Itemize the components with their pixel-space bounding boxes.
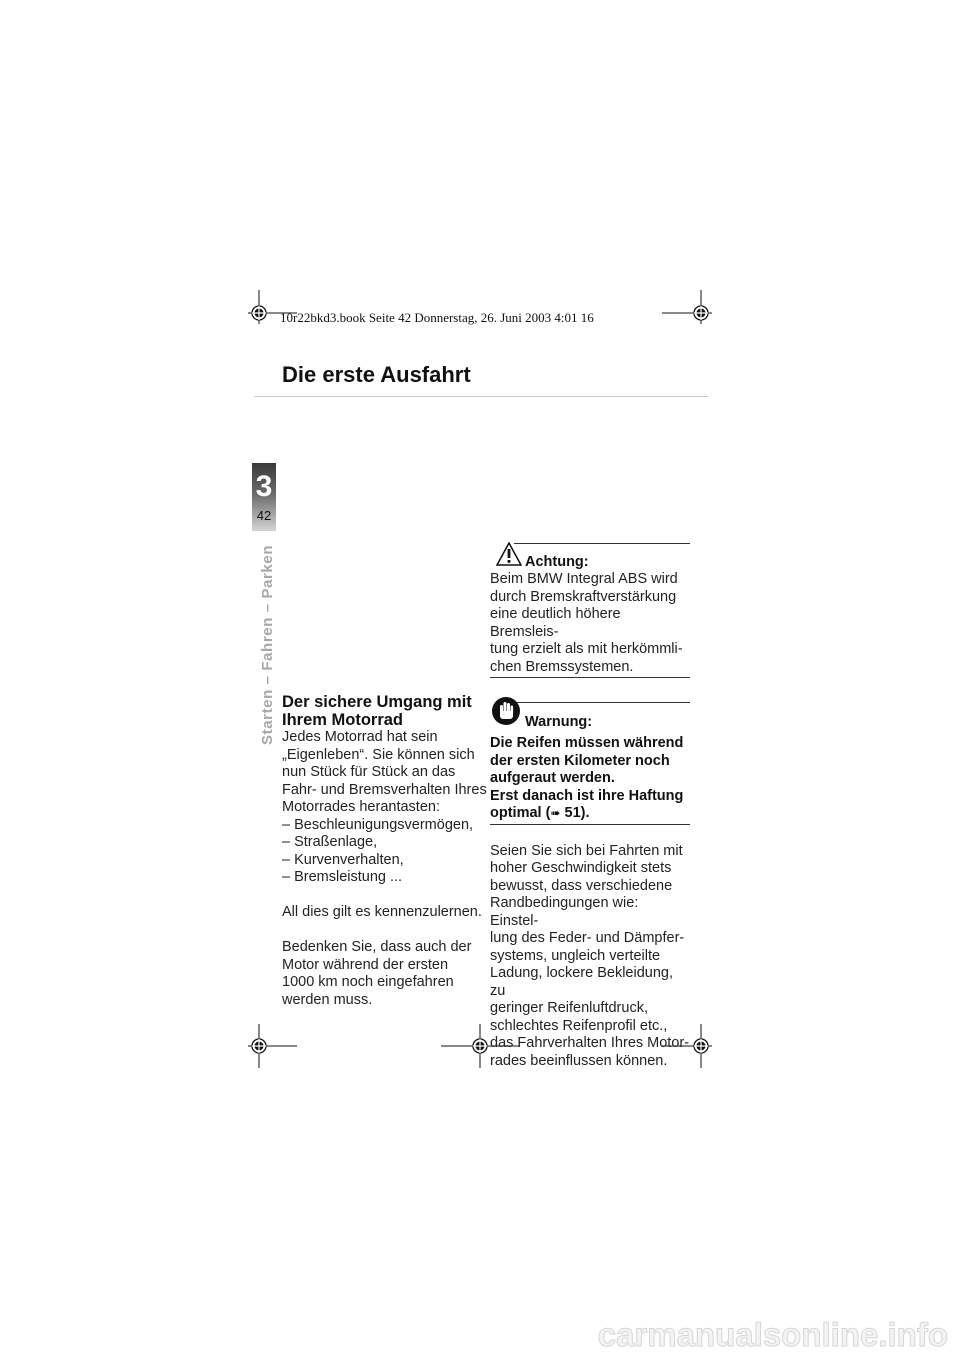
book-info-line: 10r22bkd3.book Seite 42 Donnerstag, 26. Juni 2003 4:01 16 (280, 310, 594, 325)
attention-line: eine deutlich höhere Bremsleis- (490, 606, 621, 640)
warning-bottom-rule (490, 824, 690, 825)
feature-list (282, 817, 487, 887)
chapter-number: 3 (255, 470, 273, 503)
list-item: – Kurvenverhalten, (282, 851, 404, 868)
list-item: – Beschleunigungsvermögen, (282, 816, 474, 833)
watermark (540, 1313, 952, 1355)
paragraph-line: hoher Geschwindigkeit stets (490, 860, 672, 876)
warning-triangle-icon (496, 542, 522, 566)
paragraph-line: das Fahrverhalten Ihres Motor- (490, 1035, 690, 1051)
left-column (282, 693, 487, 1009)
paragraph-line: Motor während der ersten (282, 956, 449, 973)
page-number: 42 (256, 508, 272, 523)
right-column (490, 543, 690, 1070)
warning-line: Erst danach ist ihre Haftung (490, 787, 684, 804)
list-item: – Straßenlage, (282, 834, 378, 850)
paragraph-line: lung des Feder- und Dämpfer- (490, 930, 685, 946)
section-heading-line1: Der sichere Umgang mit (282, 693, 472, 711)
reg-mark-top-right (662, 290, 712, 324)
svg-text:carmanualsonline.info: carmanualsonline.info (597, 1316, 948, 1353)
attention-line: tung erzielt als mit herkömmli- (490, 641, 683, 657)
paragraph: All dies gilt es kennenzulernen. (282, 904, 482, 920)
intro-line: nun Stück für Stück an das (282, 764, 456, 780)
attention-label: Achtung: (525, 554, 589, 570)
paragraph-line: systems, ungleich verteilte (490, 947, 661, 964)
section-heading-line2: Ihrem Motorrad (282, 711, 404, 729)
reg-mark-bottom-left (248, 1024, 297, 1068)
paragraph-line: Bedenken Sie, dass auch der (282, 939, 472, 955)
warning-line-last: optimal (➠ 51). (490, 805, 590, 821)
intro-line: „Eigenleben“. Sie können sich (282, 746, 475, 763)
attention-line: durch Bremskraftverstärkung (490, 588, 677, 605)
stop-hand-icon (491, 696, 521, 726)
intro-line: Motorrades herantasten: (282, 799, 440, 815)
paragraph-line: geringer Reifenluftdruck, (490, 1000, 648, 1016)
intro-line: Fahr- und Bremsverhalten Ihres (282, 781, 487, 798)
intro-line: Jedes Motorrad hat sein (282, 729, 438, 745)
paragraph-line: Randbedingungen wie: Einstel- (490, 895, 639, 929)
paragraph-line: 1000 km noch eingefahren (282, 974, 454, 990)
attention-line: Beim BMW Integral ABS wird (490, 571, 678, 587)
warning-line: aufgeraut werden. (490, 770, 615, 786)
title-divider (254, 396, 708, 397)
attention-line: chen Bremssystemen. (490, 658, 634, 675)
paragraph-line: schlechtes Reifenprofil etc., (490, 1017, 668, 1034)
chapter-side-label: Starten – Fahren – Parken (259, 544, 276, 745)
paragraph-line: Ladung, lockere Bekleidung, zu (490, 965, 673, 999)
warning-label: Warnung: (525, 714, 593, 730)
paragraph-line: werden muss. (282, 991, 373, 1008)
list-item: – Bremsleistung ... (282, 869, 403, 885)
page-reference-arrow-icon: ➠ (550, 806, 561, 820)
page-title: Die erste Ausfahrt (282, 362, 471, 387)
warning-line: Die Reifen müssen während (490, 735, 684, 751)
paragraph-line: bewusst, dass verschiedene (490, 877, 673, 894)
attention-bottom-rule (490, 677, 690, 678)
warning-line: der ersten Kilometer noch (490, 752, 670, 769)
paragraph-line: Seien Sie sich bei Fahrten mit (490, 842, 683, 859)
paragraph-line: rades beeinflussen können. (490, 1052, 668, 1069)
